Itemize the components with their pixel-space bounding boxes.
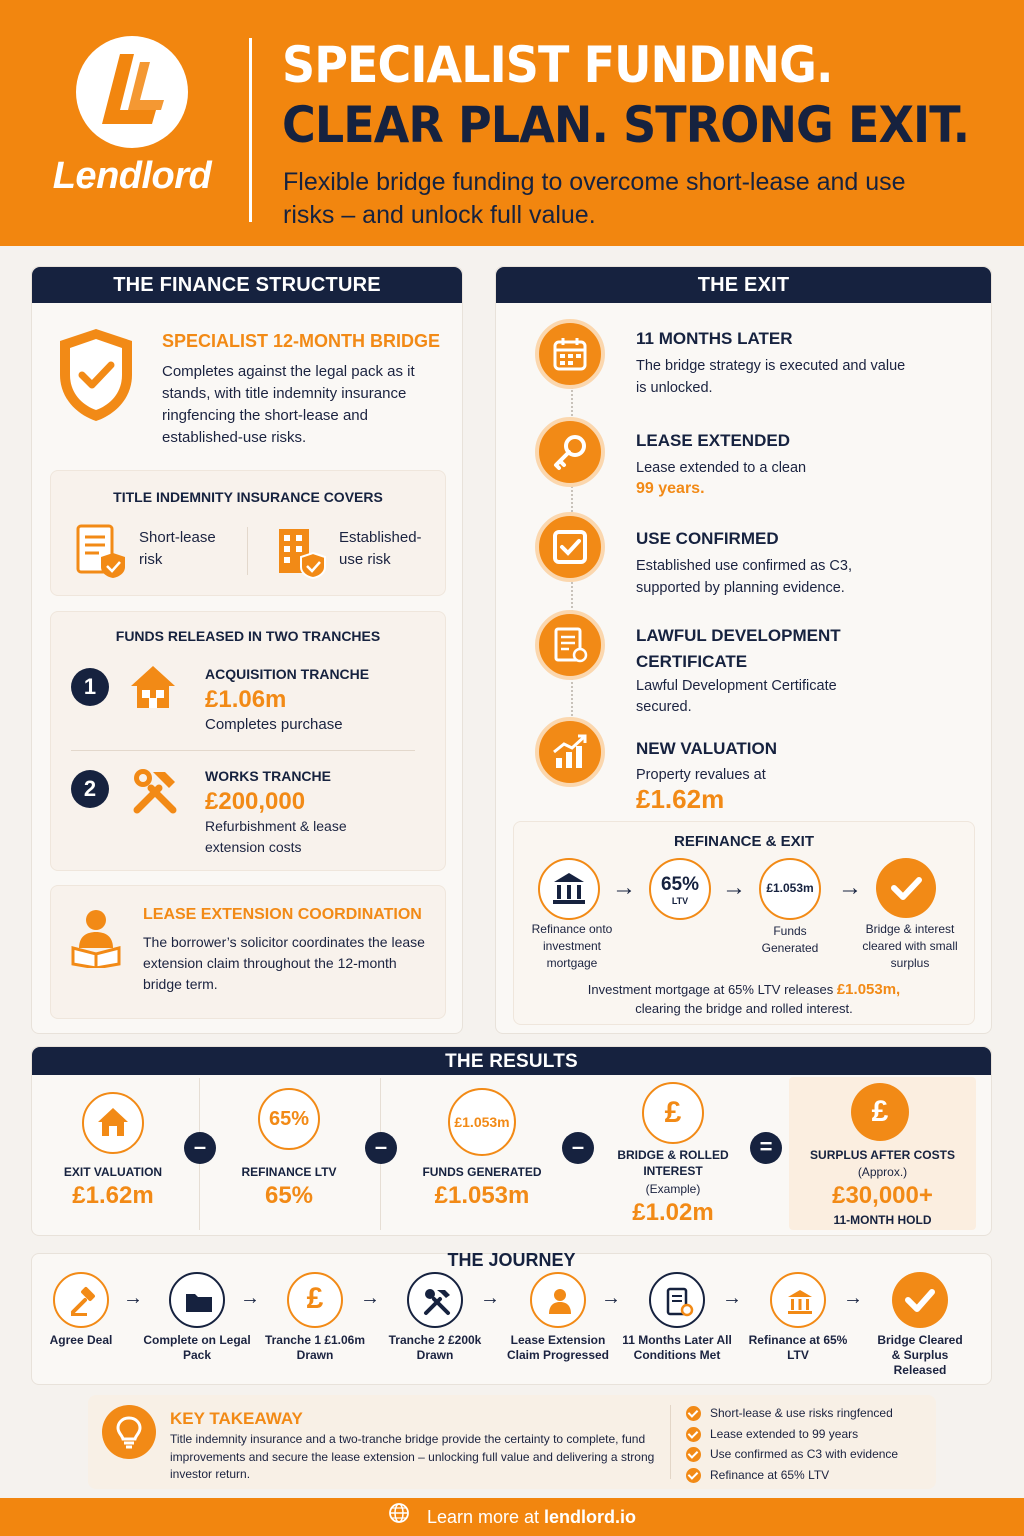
- arrow-right-icon: →: [240, 1287, 260, 1309]
- tools-icon: [407, 1272, 463, 1328]
- takeaway-divider: [670, 1405, 671, 1479]
- refinance-step-3-label: Funds Generated: [761, 924, 819, 955]
- tranches-title: FUNDS RELEASED IN TWO TRANCHES: [115, 628, 381, 644]
- bridge-title: SPECIALIST 12-MONTH BRIDGE: [162, 331, 441, 351]
- insurance-box: [50, 470, 446, 596]
- lendlord-logo-icon[interactable]: [76, 36, 188, 148]
- result-2-circle: 65%: [258, 1088, 320, 1150]
- refinance-note-value: £1.053m,: [836, 981, 901, 998]
- result-4-note: (Example): [645, 1182, 701, 1196]
- exit-step-2-highlight: 99 years.: [636, 480, 705, 497]
- journey-panel: [31, 1250, 992, 1385]
- result-5-label: SURPLUS AFTER COSTS: [810, 1148, 955, 1162]
- refinance-box: [513, 821, 975, 1025]
- checkmark-icon: [892, 1272, 948, 1328]
- checkbox-icon: [535, 512, 605, 582]
- certificate-icon: [535, 610, 605, 680]
- insurance-title: TITLE INDEMNITY INSURANCE COVERS: [113, 489, 383, 505]
- exit-step-5-title: NEW VALUATION: [636, 739, 778, 758]
- exit-step-1-title: 11 MONTHS LATER: [636, 329, 793, 348]
- gavel-icon: [53, 1272, 109, 1328]
- result-5-value: £30,000+: [832, 1182, 933, 1209]
- arrow-right-icon: →: [360, 1287, 380, 1309]
- growth-chart-icon: [535, 717, 605, 787]
- takeaway-check-text: Lease extended to 99 years: [710, 1426, 859, 1441]
- document-shield-icon: [75, 523, 127, 584]
- takeaway-title: KEY TAKEAWAY: [170, 1409, 303, 1428]
- lease-coordination-box: [50, 885, 446, 1019]
- tools-icon: [129, 766, 181, 823]
- result-4-label: BRIDGE & ROLLED INTEREST: [617, 1148, 729, 1178]
- insurance-divider: [247, 527, 248, 575]
- header-divider: [249, 38, 252, 222]
- minus-operator: –: [184, 1132, 216, 1164]
- globe-icon: [388, 1499, 410, 1536]
- result-3-value: £1.053m: [434, 1182, 530, 1209]
- journey-step-3-label: Tranche 1 £1.06m Drawn: [264, 1333, 366, 1362]
- insurance-item-short-lease: Short-lease risk: [139, 529, 216, 568]
- arrow-right-icon: →: [843, 1287, 863, 1309]
- result-1-value: £1.62m: [72, 1182, 154, 1209]
- minus-operator: –: [365, 1132, 397, 1164]
- takeaway-text: Title indemnity insurance and a two-tranche bridge provide the certainty to complete, fund improvements and secure the lease extension – unlocking full value and delivering a strong investor return.: [170, 1432, 655, 1481]
- pound-icon: £: [287, 1272, 343, 1328]
- checkmark-icon: [876, 858, 936, 918]
- tranches-box: [50, 611, 446, 871]
- surplus-highlight-box: [789, 1077, 976, 1230]
- result-2-value: 65%: [264, 1182, 314, 1209]
- solicitor-book-icon: [69, 908, 123, 973]
- exit-step-2-title: LEASE EXTENDED: [636, 431, 790, 450]
- exit-title: THE EXIT: [496, 267, 991, 303]
- tranche-1-label: ACQUISITION TRANCHE: [205, 666, 370, 682]
- journey-title: THE JOURNEY: [447, 1250, 576, 1270]
- check-circle-icon: [686, 1427, 701, 1442]
- finance-structure-panel: [31, 266, 463, 1034]
- tranche-1-number: 1: [71, 668, 109, 706]
- arrow-right-icon: →: [480, 1287, 500, 1309]
- equals-operator: =: [750, 1132, 782, 1164]
- tranche-1-description: Completes purchase: [205, 716, 343, 733]
- lease-coordination-text: The borrower’s solicitor coordinates the lease extension claim throughout the 12-month bridge term.: [143, 934, 425, 992]
- funds-circle: [759, 858, 821, 920]
- arrow-right-icon: →: [612, 874, 636, 901]
- arrow-right-icon: →: [838, 874, 862, 901]
- key-icon: [535, 417, 605, 487]
- ltv-circle-percent: 65%: [660, 874, 700, 895]
- result-3-label: FUNDS GENERATED: [422, 1165, 542, 1179]
- result-funds-generated: [402, 1076, 562, 1234]
- refinance-note-pre: Investment mortgage at 65% LTV releases: [587, 982, 834, 997]
- check-circle-icon: [686, 1406, 701, 1421]
- journey-step-4-label: Tranche 2 £200k Drawn: [388, 1333, 482, 1362]
- result-exit-valuation: [40, 1076, 186, 1234]
- tranche-2-amount: £200,000: [205, 788, 306, 815]
- tranche-divider: [71, 750, 415, 751]
- tranche-2-description: Refurbishment & lease extension costs: [205, 818, 347, 855]
- building-shield-icon: [275, 523, 327, 584]
- takeaway-checklist: [686, 1403, 898, 1485]
- bank-icon: [770, 1272, 826, 1328]
- refinance-step-4-label: Bridge & interest cleared with small surplus: [862, 922, 958, 970]
- home-icon: [82, 1092, 144, 1154]
- takeaway-check-item: [686, 1424, 898, 1445]
- insurance-item-established-use: Established-use risk: [339, 529, 422, 568]
- refinance-note: [514, 980, 974, 1018]
- result-4-value: £1.02m: [632, 1199, 714, 1226]
- tranche-1-amount: £1.06m: [205, 686, 287, 713]
- folder-icon: [169, 1272, 225, 1328]
- refinance-step-1-label: Refinance onto investment mortgage: [531, 922, 613, 970]
- calendar-icon: [535, 319, 605, 389]
- bank-icon: [538, 858, 600, 920]
- ltv-circle: [649, 858, 711, 920]
- takeaway-check-text: Short-lease & use risks ringfenced: [710, 1406, 893, 1420]
- result-2-label: REFINANCE LTV: [241, 1165, 337, 1179]
- refinance-note-post: clearing the bridge and rolled interest.: [635, 1001, 853, 1016]
- takeaway-box: [88, 1395, 936, 1489]
- takeaway-check-item: [686, 1403, 898, 1424]
- arrow-right-icon: →: [123, 1287, 143, 1309]
- result-3-circle: £1.053m: [448, 1088, 516, 1156]
- journey-step-6-label: 11 Months Later All Conditions Met: [622, 1333, 732, 1362]
- arrow-right-icon: →: [722, 1287, 742, 1309]
- minus-operator: –: [562, 1132, 594, 1164]
- journey-step-7-label: Refinance at 65% LTV: [748, 1333, 848, 1362]
- takeaway-check-text: Refinance at 65% LTV: [710, 1467, 830, 1482]
- result-refinance-ltv: [216, 1076, 362, 1234]
- pound-icon: £: [851, 1083, 909, 1141]
- exit-step-3-title: USE CONFIRMED: [636, 529, 779, 548]
- refinance-title: REFINANCE & EXIT: [673, 833, 814, 850]
- exit-panel: [495, 266, 992, 1034]
- exit-step-5-text: Property revalues at: [636, 767, 766, 783]
- result-bridge-interest: [598, 1076, 748, 1234]
- takeaway-check-text: Use confirmed as C3 with evidence: [710, 1447, 899, 1461]
- journey-step-5-label: Lease Extension Claim Progressed: [506, 1333, 610, 1362]
- tranche-2-number: 2: [71, 770, 109, 808]
- headline-line-2: CLEAR PLAN. STRONG EXIT.: [282, 96, 970, 154]
- exit-step-3-text: Established use confirmed as C3, supported by planning evidence.: [636, 558, 852, 596]
- document-check-icon: [649, 1272, 705, 1328]
- results-title: THE RESULTS: [32, 1047, 991, 1075]
- header-subheadline: Flexible bridge funding to overcome short-lease and use risks – and unlock full value.: [283, 168, 906, 229]
- shield-check-icon: [54, 325, 138, 430]
- funds-circle-value: £1.053m: [766, 881, 814, 895]
- exit-step-5-highlight: £1.62m: [636, 784, 725, 814]
- finance-structure-title: THE FINANCE STRUCTURE: [32, 267, 462, 303]
- result-1-label: EXIT VALUATION: [63, 1165, 163, 1179]
- check-circle-icon: [686, 1468, 701, 1483]
- takeaway-check-item: [686, 1444, 898, 1465]
- person-icon: [530, 1272, 586, 1328]
- footer-website-link[interactable]: lendlord.io: [544, 1507, 637, 1527]
- journey-step-1-label: Agree Deal: [49, 1333, 113, 1347]
- header-banner: [0, 0, 1024, 246]
- footer-prefix: Learn more at: [426, 1507, 540, 1527]
- tranche-2-label: WORKS TRANCHE: [205, 768, 331, 784]
- check-circle-icon: [686, 1447, 701, 1462]
- arrow-right-icon: →: [601, 1287, 621, 1309]
- journey-step-2-label: Complete on Legal Pack: [143, 1333, 251, 1362]
- result-5-note: (Approx.): [857, 1165, 908, 1179]
- exit-step-4-title: LAWFUL DEVELOPMENT CERTIFICATE: [636, 626, 841, 671]
- result-4-circle: £: [642, 1082, 704, 1144]
- brand-name: Lendlord: [52, 155, 212, 197]
- house-icon: [129, 664, 177, 715]
- arrow-right-icon: →: [722, 874, 746, 901]
- result-5-sub: 11-MONTH HOLD: [833, 1213, 932, 1227]
- headline-line-1: SPECIALIST FUNDING.: [282, 36, 833, 94]
- exit-step-4-text: Lawful Development Certificate secured.: [636, 678, 837, 715]
- journey-step-8-label: Bridge Cleared & Surplus Released: [877, 1333, 963, 1377]
- bridge-description: Completes against the legal pack as it stands, with title indemnity insurance ringfencing the short-lease and established-use risks.: [162, 363, 415, 446]
- lightbulb-icon: [102, 1405, 156, 1459]
- ltv-circle-label: LTV: [671, 896, 689, 906]
- exit-step-2-text: Lease extended to a clean: [636, 460, 807, 476]
- footer-bar: [0, 1498, 1024, 1536]
- takeaway-check-item: [686, 1465, 898, 1486]
- exit-step-1-text: The bridge strategy is executed and value is unlocked.: [636, 358, 906, 396]
- lease-coordination-title: LEASE EXTENSION COORDINATION: [143, 906, 422, 923]
